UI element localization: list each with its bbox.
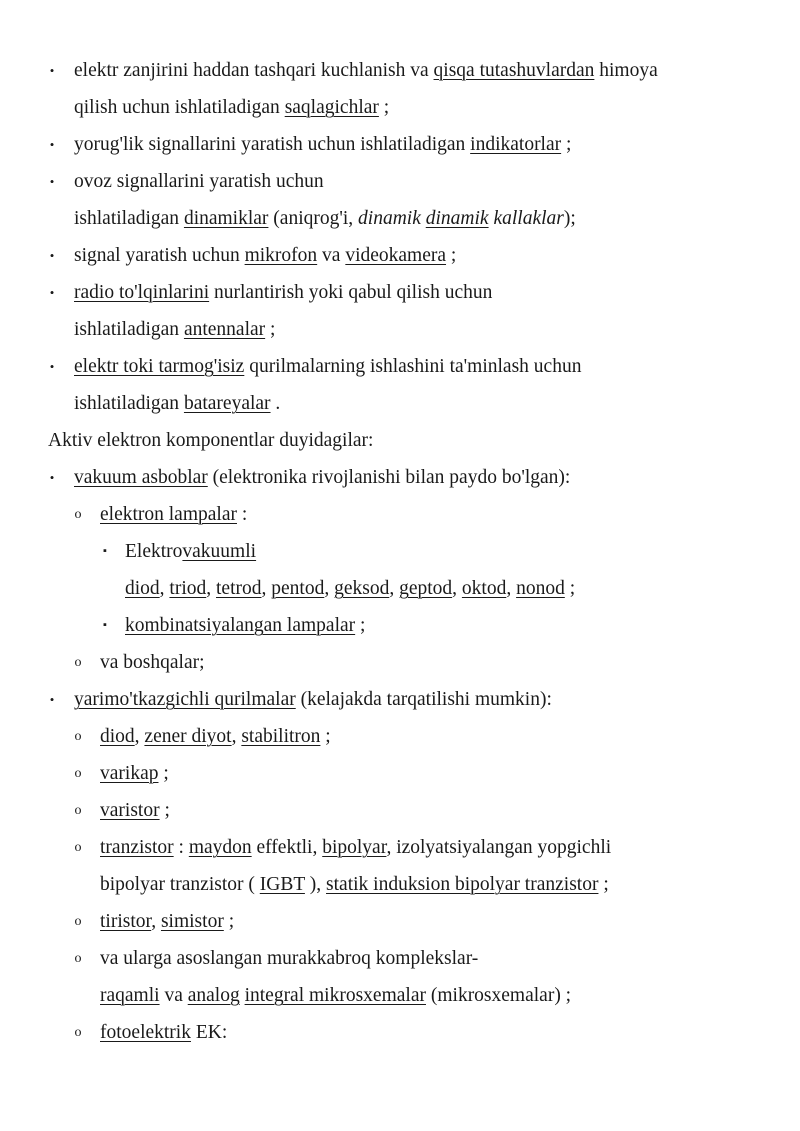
- bullet-marker-icon: •: [49, 470, 55, 485]
- bullet-marker-icon: •: [49, 359, 55, 374]
- wiki-link[interactable]: dinamiklar: [183, 208, 269, 229]
- circle-marker-icon: o: [74, 655, 82, 670]
- circle-marker-icon: o: [74, 766, 82, 781]
- text-segment: ,: [151, 911, 161, 932]
- wiki-link[interactable]: nonod: [516, 578, 565, 599]
- wiki-link[interactable]: batareyalar: [183, 393, 271, 414]
- wiki-link[interactable]: indikatorlar: [470, 134, 562, 155]
- text-segment: dinamik: [358, 208, 426, 229]
- bullet-marker-icon: •: [49, 285, 55, 300]
- text-segment: himoya: [594, 60, 658, 81]
- wiki-link[interactable]: integral mikrosxemalar: [244, 985, 426, 1006]
- text-segment: ,: [206, 578, 217, 599]
- list-item-line: [74, 385, 280, 422]
- wiki-link[interactable]: yarimo'tkazgichli qurilmalar: [74, 689, 296, 710]
- text-segment: ;: [223, 911, 235, 932]
- square-marker-icon: ▪: [103, 619, 107, 631]
- wiki-link[interactable]: vakuum asboblar: [74, 467, 208, 488]
- list-item-line: [100, 792, 170, 829]
- section-heading: [48, 422, 373, 459]
- list-item-line: [74, 200, 576, 237]
- text-segment: signal yaratish uchun: [74, 245, 245, 266]
- wiki-link[interactable]: videokamera: [345, 245, 447, 266]
- list-item-line: [74, 126, 571, 163]
- circle-marker-icon: o: [74, 803, 82, 818]
- text-segment: qilish uchun ishlatiladigan: [74, 97, 285, 118]
- wiki-link[interactable]: diod: [100, 726, 135, 747]
- text-segment: ishlatiladigan: [74, 393, 184, 414]
- wiki-link[interactable]: tiristor: [100, 911, 152, 932]
- wiki-link[interactable]: stabilitron: [241, 726, 321, 747]
- text-segment: ;: [561, 134, 572, 155]
- text-segment: ,: [452, 578, 462, 599]
- list-item-line: [74, 89, 389, 126]
- wiki-link[interactable]: triod: [169, 578, 207, 599]
- text-segment: EK:: [190, 1022, 228, 1043]
- list-item-line: [74, 311, 275, 348]
- wiki-link[interactable]: antennalar: [183, 319, 266, 340]
- wiki-link[interactable]: elektron lampalar: [100, 504, 237, 525]
- wiki-link[interactable]: tranzistor: [100, 837, 174, 858]
- list-item-line: [100, 718, 331, 755]
- text-segment: ;: [265, 319, 276, 340]
- text-segment: ,: [134, 726, 145, 747]
- text-segment: ,: [389, 578, 400, 599]
- text-segment: ,: [231, 726, 242, 747]
- wiki-link[interactable]: radio to'lqinlarini: [74, 282, 210, 303]
- list-item-line: [100, 829, 611, 866]
- list-item-line: [125, 607, 365, 644]
- text-segment: ,: [506, 578, 517, 599]
- text-segment: bipolyar tranzistor (: [100, 874, 260, 895]
- list-item-line: [125, 533, 256, 570]
- text-segment: ;: [598, 874, 609, 895]
- wiki-link[interactable]: IGBT: [259, 874, 305, 895]
- circle-marker-icon: o: [74, 507, 82, 522]
- list-item-line: [100, 496, 247, 533]
- bullet-marker-icon: •: [49, 248, 55, 263]
- bullet-marker-icon: •: [49, 63, 55, 78]
- circle-marker-icon: o: [74, 840, 82, 855]
- text-segment: ovoz signallarini yaratish uchun: [74, 171, 324, 192]
- wiki-link[interactable]: tetrod: [216, 578, 262, 599]
- list-item-line: [74, 274, 492, 311]
- text-segment: ,: [261, 578, 272, 599]
- circle-marker-icon: o: [74, 729, 82, 744]
- text-segment: va boshqalar;: [100, 652, 205, 673]
- text-segment: .: [270, 393, 281, 414]
- text-segment: ),: [304, 874, 327, 895]
- text-segment: (kelajakda tarqatilishi mumkin):: [295, 689, 552, 710]
- list-item-line: [100, 977, 571, 1014]
- text-segment: ;: [158, 763, 169, 784]
- wiki-link[interactable]: zener diyot: [144, 726, 232, 747]
- wiki-link[interactable]: vakuumli: [182, 541, 257, 562]
- wiki-link[interactable]: saqlagichlar: [284, 97, 379, 118]
- wiki-link[interactable]: geptod: [399, 578, 453, 599]
- wiki-link[interactable]: kombinatsiyalangan lampalar: [125, 615, 356, 636]
- text-segment: qurilmalarning ishlashini ta'minlash uchun: [244, 356, 582, 377]
- text-segment: (aniqrog'i,: [268, 208, 359, 229]
- wiki-link[interactable]: dinamik: [425, 208, 489, 229]
- text-segment: effektli,: [251, 837, 323, 858]
- text-segment: (mikrosxemalar) ;: [425, 985, 572, 1006]
- wiki-link[interactable]: varikap: [100, 763, 159, 784]
- list-item-line: [100, 940, 478, 977]
- bullet-marker-icon: •: [49, 174, 55, 189]
- text-segment: Elektro: [125, 541, 183, 562]
- circle-marker-icon: o: [74, 951, 82, 966]
- text-segment: va ularga asoslangan murakkabroq komplekslar-: [100, 948, 479, 969]
- circle-marker-icon: o: [74, 1025, 82, 1040]
- wiki-link[interactable]: bipolyar: [322, 837, 387, 858]
- wiki-link[interactable]: qisqa tutashuvlardan: [433, 60, 595, 81]
- wiki-link[interactable]: elektr toki tarmog'isiz: [74, 356, 245, 377]
- list-item-line: [74, 163, 324, 200]
- list-item-line: [100, 1014, 227, 1051]
- wiki-link[interactable]: statik induksion bipolyar tranzistor: [326, 874, 599, 895]
- list-item-line: [74, 52, 658, 89]
- list-item-line: [100, 903, 234, 940]
- wiki-link[interactable]: geksod: [334, 578, 390, 599]
- text-segment: kallaklar: [488, 208, 564, 229]
- text-segment: ;: [378, 97, 390, 118]
- text-segment: va: [159, 985, 188, 1006]
- list-item-line: [74, 348, 581, 385]
- list-item-line: [125, 570, 575, 607]
- text-segment: nurlantirish yoki qabul qilish uchun: [209, 282, 493, 303]
- wiki-link[interactable]: simistor: [160, 911, 224, 932]
- text-segment: );: [563, 208, 576, 229]
- text-segment: :: [173, 837, 189, 858]
- circle-marker-icon: o: [74, 914, 82, 929]
- text-segment: ,: [324, 578, 335, 599]
- wiki-link[interactable]: maydon: [188, 837, 252, 858]
- bullet-marker-icon: •: [49, 137, 55, 152]
- list-item-line: [74, 459, 570, 496]
- text-segment: ishlatiladigan: [74, 319, 184, 340]
- text-segment: ishlatiladigan: [74, 208, 184, 229]
- text-segment: , izolyatsiyalangan yopgichli: [386, 837, 612, 858]
- text-segment: ;: [446, 245, 457, 266]
- list-item-line: [74, 237, 456, 274]
- text-segment: ;: [355, 615, 366, 636]
- text-segment: :: [236, 504, 248, 525]
- text-segment: Aktiv elektron komponentlar duyidagilar:: [48, 430, 374, 451]
- wiki-link[interactable]: varistor: [100, 800, 160, 821]
- wiki-link[interactable]: raqamli: [100, 985, 160, 1006]
- list-item-line: [100, 866, 609, 903]
- text-segment: va: [317, 245, 346, 266]
- text-segment: (elektronika rivojlanishi bilan paydo bo'lgan):: [207, 467, 571, 488]
- bullet-marker-icon: •: [49, 692, 55, 707]
- wiki-link[interactable]: pentod: [271, 578, 325, 599]
- square-marker-icon: ▪: [103, 545, 107, 557]
- text-segment: yorug'lik signallarini yaratish uchun ishlatiladigan: [74, 134, 471, 155]
- wiki-link[interactable]: fotoelektrik: [100, 1022, 191, 1043]
- text-segment: ;: [320, 726, 331, 747]
- text-segment: ;: [159, 800, 170, 821]
- wiki-link[interactable]: diod: [125, 578, 160, 599]
- wiki-link[interactable]: analog: [187, 985, 240, 1006]
- wiki-link[interactable]: oktod: [461, 578, 507, 599]
- list-item-line: [100, 755, 169, 792]
- text-segment: elektr zanjirini haddan tashqari kuchlanish va: [74, 60, 434, 81]
- list-item-line: [100, 644, 205, 681]
- list-item-line: [74, 681, 552, 718]
- wiki-link[interactable]: mikrofon: [244, 245, 318, 266]
- text-segment: ,: [159, 578, 170, 599]
- text-segment: ;: [564, 578, 576, 599]
